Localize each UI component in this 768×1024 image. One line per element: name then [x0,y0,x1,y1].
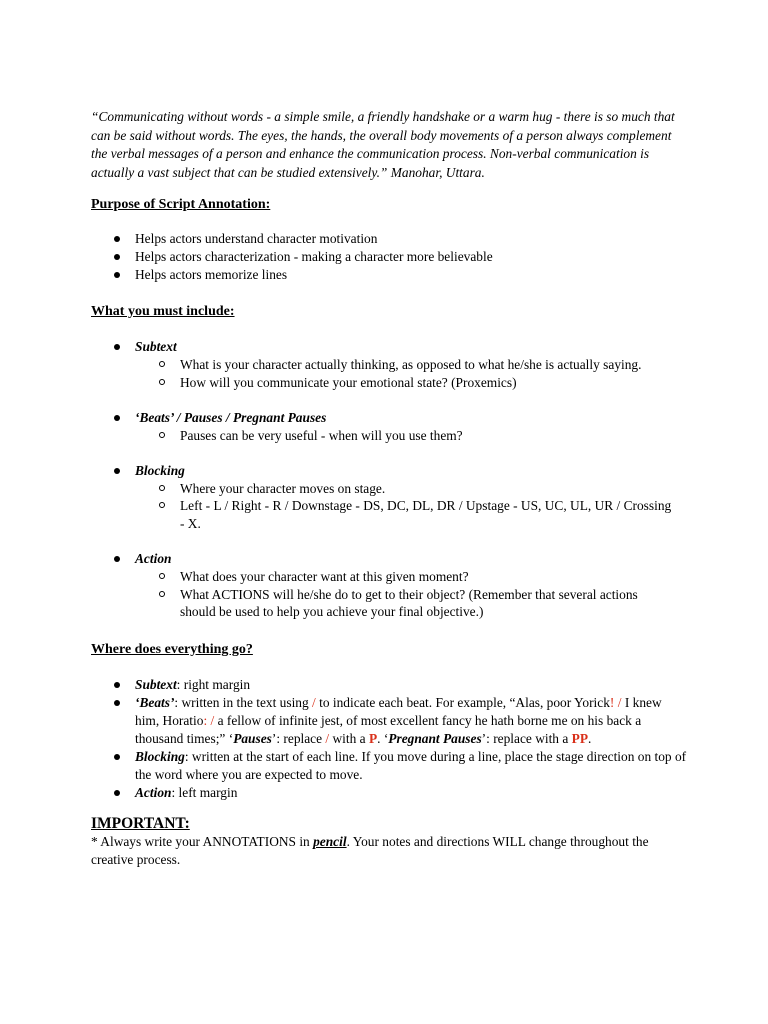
text-run: ’: replace with a [481,730,572,746]
include-blocking-list [91,462,691,533]
text-run: . [588,730,592,746]
where-pauses-label: Pauses [233,730,272,746]
important-note [91,833,691,870]
where-list [91,676,691,802]
include-subtext-list [91,338,691,391]
list-item: Helps actors memorize lines [91,266,691,284]
purpose-heading: Purpose of Script Annotation: [91,197,271,212]
where-subtext-text: : right margin [176,676,251,692]
document-page [91,108,691,870]
list-item: How will you communicate your emotional state? (Proxemics) [91,374,691,392]
list-item [91,784,691,802]
text-run: * Always write your ANNOTATIONS in [91,833,314,849]
text-run: . ‘ [377,730,389,746]
text-run: : written in the text using [174,694,313,710]
list-item: Left - L / Right - R / Downstage - DS, DC, DL, DR / Upstage - US, UC, UL, UR / Crossing - X. [91,497,691,532]
opening-quote: “Communicating without words - a simple smile, a friendly handshake or a warm hug - there is so much that can be said without words. The eyes, the hands, the overall body movements of a person always complement the verbal messages of a person and enhance the communication process. Non-verbal communication is actually a vast subject that can be studied extensively.” Manohar, Uttara. [91,109,675,180]
text-run: with a [329,730,369,746]
list-item: Pauses can be very useful - when will you use them? [91,427,691,445]
list-item: What does your character want at this given moment? [91,568,691,586]
where-beats-label: ‘Beats’ [135,694,175,710]
list-item [91,676,691,694]
pp-mark: PP [571,730,588,746]
slash-mark: / [312,694,316,710]
list-item: Helps actors characterization - making a character more believable [91,248,691,266]
purpose-list [91,230,691,284]
include-beats-list [91,409,691,445]
text-run: a fellow of infinite jest, of most excellent fancy he hath borne me on his back a thousand times;” ‘ [135,712,642,746]
exclaim-mark: ! [609,694,615,710]
include-subtext-title: Subtext [91,338,691,356]
list-item: What ACTIONS will he/she do to get to their object? (Remember that several actions should be used to help you achieve your final objective.) [91,586,691,621]
include-blocking-title: Blocking [91,462,691,480]
slash-mark: / [325,730,330,746]
list-item [91,748,691,784]
slash-mark: / [210,712,215,728]
text-run: to indicate each beat. For example, “Alas, poor Yorick [315,694,610,710]
where-action-text: : left margin [171,784,238,800]
important-heading: IMPORTANT: [91,814,190,832]
list-item: What is your character actually thinking, as opposed to what he/she is actually saying. [91,356,691,374]
where-heading: Where does everything go? [91,641,253,657]
where-subtext-label: Subtext [135,676,177,692]
include-heading: What you must include: [91,304,235,319]
list-item: Helps actors understand character motivation [91,230,691,248]
p-mark: P [368,730,378,746]
list-item: Where your character moves on stage. [91,480,691,498]
include-action-list [91,550,691,621]
text-run: ’: replace [271,730,326,746]
where-action-label: Action [135,784,172,800]
slash-mark: / [617,694,622,710]
pencil-word: pencil [313,833,347,849]
where-blocking-label: Blocking [135,748,185,764]
list-item [91,694,691,748]
text-run: . Your notes and directions WILL change throughout the creative process. [91,833,649,867]
where-pregnant-label: Pregnant Pauses [388,730,482,746]
include-action-title: Action [91,550,691,568]
text-run: I knew him, Horatio [135,694,662,728]
colon-mark: : [203,712,208,728]
include-beats-title: ‘Beats’ / Pauses / Pregnant Pauses [91,409,691,427]
where-blocking-text: : written at the start of each line. If you move during a line, place the stage direction on top of the word where you are expected to move. [135,748,687,782]
